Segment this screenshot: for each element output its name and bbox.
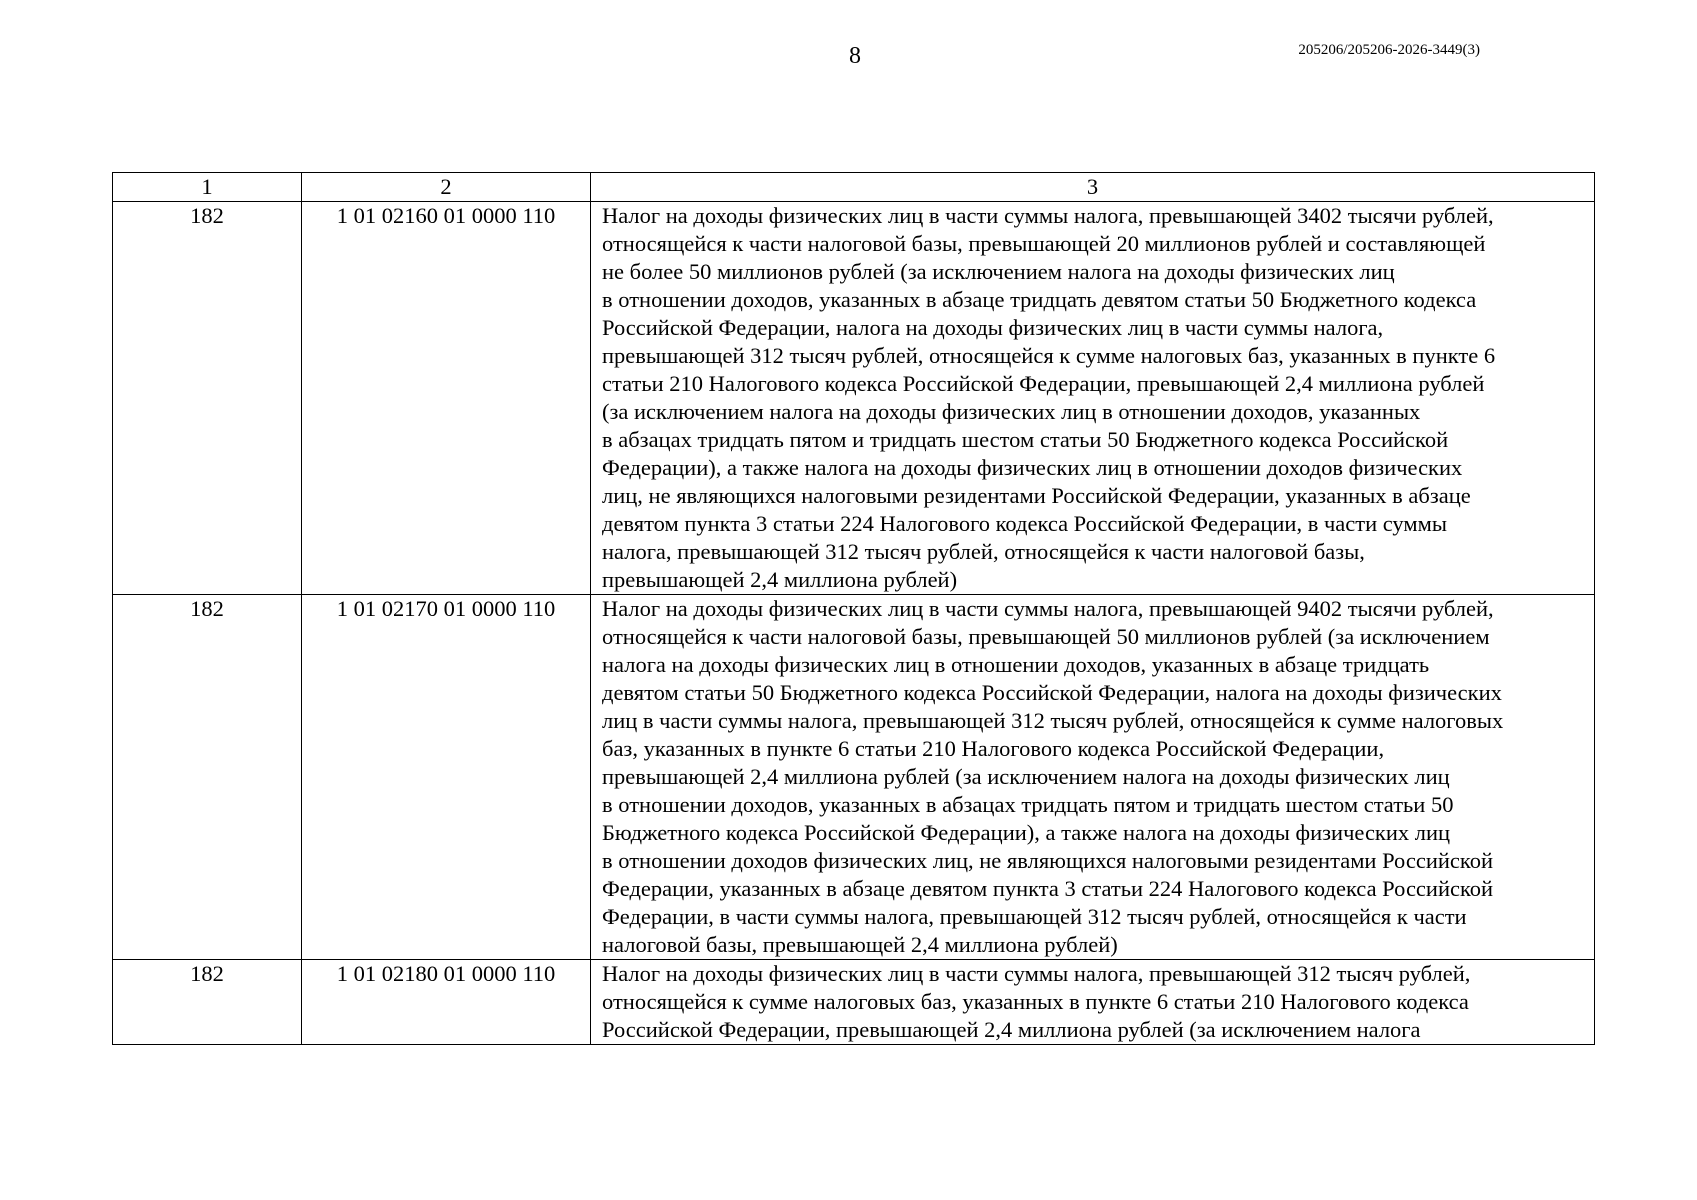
description-line: превышающей 2,4 миллиона рублей)	[602, 567, 958, 592]
description-line: лиц, не являющихся налоговыми резидентами Российской Федерации, указанных в абзаце	[602, 483, 1471, 508]
table-header-row	[113, 173, 1595, 202]
description-line: не более 50 миллионов рублей (за исключением налога на доходы физических лиц	[602, 259, 1395, 284]
description-line: в отношении доходов физических лиц, не являющихся налоговыми резидентами Российской	[602, 848, 1493, 873]
page-number: 8	[849, 43, 861, 69]
description-line: налога на доходы физических лиц в отношении доходов, указанных в абзаце тридцать	[602, 652, 1430, 677]
table-row	[113, 595, 1595, 960]
description-line: Бюджетного кодекса Российской Федерации), а также налога на доходы физических лиц	[602, 820, 1451, 845]
description-line: превышающей 312 тысяч рублей, относящейся к сумме налоговых баз, указанных в пункте 6	[602, 343, 1496, 368]
description-line: налоговой базы, превышающей 2,4 миллиона рублей)	[602, 932, 1118, 957]
description-line: относящейся к сумме налоговых баз, указанных в пункте 6 статьи 210 Налогового кодекса	[602, 989, 1469, 1014]
admin-code-cell: 182	[113, 595, 302, 960]
income-description-cell	[591, 960, 1595, 1045]
admin-code-cell: 182	[113, 960, 302, 1045]
document-code: 205206/205206-2026-3449(3)	[1298, 42, 1480, 58]
description-line: Налог на доходы физических лиц в части суммы налога, превышающей 312 тысяч рублей,	[602, 961, 1471, 986]
description-line: относящейся к части налоговой базы, превышающей 20 миллионов рублей и составляющей	[602, 231, 1486, 256]
description-line: превышающей 2,4 миллиона рублей (за исключением налога на доходы физических лиц	[602, 764, 1450, 789]
description-line: в отношении доходов, указанных в абзацах тридцать пятом и тридцать шестом статьи 50	[602, 792, 1454, 817]
description-line: Федерации), а также налога на доходы физических лиц в отношении доходов физических	[602, 455, 1463, 480]
income-description-cell	[591, 595, 1595, 960]
column-number-2: 2	[302, 173, 591, 202]
description-line: Налог на доходы физических лиц в части суммы налога, превышающей 3402 тысячи рублей,	[602, 203, 1494, 228]
description-line: Налог на доходы физических лиц в части суммы налога, превышающей 9402 тысячи рублей,	[602, 596, 1494, 621]
description-line: налога, превышающей 312 тысяч рублей, относящейся к части налоговой базы,	[602, 539, 1365, 564]
description-line: Российской Федерации, превышающей 2,4 миллиона рублей (за исключением налога	[602, 1017, 1421, 1042]
description-line: статьи 210 Налогового кодекса Российской Федерации, превышающей 2,4 миллиона рублей	[602, 371, 1485, 396]
description-line: девятом пункта 3 статьи 224 Налогового кодекса Российской Федерации, в части суммы	[602, 511, 1447, 536]
description-line: относящейся к части налоговой базы, превышающей 50 миллионов рублей (за исключением	[602, 624, 1490, 649]
description-line: Федерации, указанных в абзаце девятом пункта 3 статьи 224 Налогового кодекса Российской	[602, 876, 1494, 901]
budget-classification-code-cell: 1 01 02170 01 0000 110	[302, 595, 591, 960]
table-row	[113, 202, 1595, 595]
admin-code-cell: 182	[113, 202, 302, 595]
description-line: лиц в части суммы налога, превышающей 312 тысяч рублей, относящейся к сумме налоговых	[602, 708, 1504, 733]
description-line: в абзацах тридцать пятом и тридцать шестом статьи 50 Бюджетного кодекса Российской	[602, 427, 1449, 452]
description-line: (за исключением налога на доходы физических лиц в отношении доходов, указанных	[602, 399, 1421, 424]
description-line: девятом статьи 50 Бюджетного кодекса Российской Федерации, налога на доходы физических	[602, 680, 1502, 705]
table-row	[113, 960, 1595, 1045]
column-number-3: 3	[591, 173, 1595, 202]
table-body	[113, 173, 1595, 1045]
description-line: в отношении доходов, указанных в абзаце тридцать девятом статьи 50 Бюджетного кодекса	[602, 287, 1477, 312]
description-line: Федерации, в части суммы налога, превышающей 312 тысяч рублей, относящейся к части	[602, 904, 1467, 929]
budget-classification-code-cell: 1 01 02180 01 0000 110	[302, 960, 591, 1045]
budget-codes-table	[112, 172, 1595, 1045]
budget-classification-code-cell: 1 01 02160 01 0000 110	[302, 202, 591, 595]
column-number-1: 1	[113, 173, 302, 202]
description-line: Российской Федерации, налога на доходы физических лиц в части суммы налога,	[602, 315, 1384, 340]
income-description-cell	[591, 202, 1595, 595]
description-line: баз, указанных в пункте 6 статьи 210 Налогового кодекса Российской Федерации,	[602, 736, 1385, 761]
